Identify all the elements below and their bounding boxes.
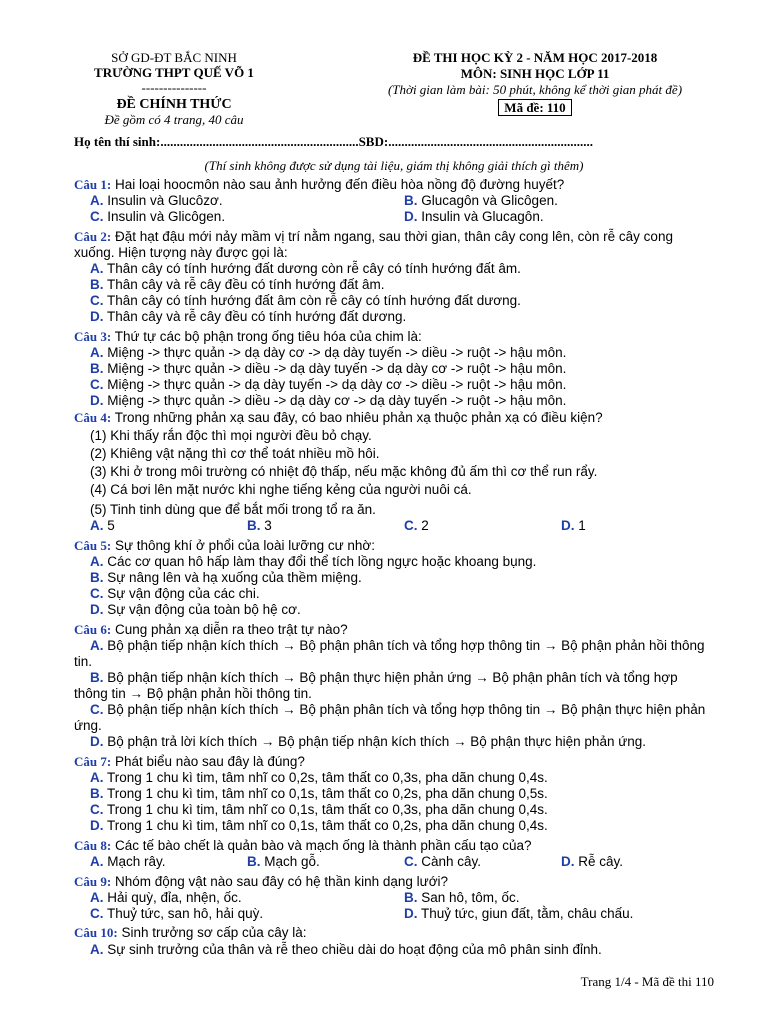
- question-text: Sinh trưởng sơ cấp của cây là:: [117, 925, 307, 940]
- statement-item: (1) Khi thấy rắn độc thì mọi người đều bỏ chạy.: [90, 428, 372, 443]
- option-letter: B.: [90, 277, 104, 292]
- option: [74, 638, 714, 670]
- option: [404, 193, 558, 209]
- option-text: Hải quỳ, đỉa, nhện, ốc.: [103, 890, 242, 905]
- option-letter: A.: [90, 261, 104, 276]
- question-text: Thứ tự các bộ phận trong ống tiêu hóa của chim là:: [111, 329, 422, 344]
- option-letter: D.: [90, 818, 104, 833]
- option-text: Thuỷ tức, giun đất, tằm, châu chấu.: [417, 906, 634, 921]
- option: [74, 702, 714, 734]
- option-letter: A.: [90, 890, 104, 905]
- official-label: ĐỀ CHÍNH THỨC: [116, 97, 232, 112]
- question-text: Cung phản xạ diễn ra theo trật tự nào?: [111, 622, 348, 637]
- option-letter: B.: [90, 786, 104, 801]
- option: [90, 393, 566, 409]
- option-letter: B.: [90, 570, 104, 585]
- option: [90, 554, 536, 570]
- option-text: Các cơ quan hô hấp làm thay đổi thể tích lồng ngực hoặc khoang bụng.: [103, 554, 537, 569]
- question-text: Phát biểu nào sau đây là đúng?: [111, 754, 305, 769]
- option-text: 2: [417, 518, 429, 533]
- option-letter: B.: [247, 518, 261, 533]
- option: [247, 854, 320, 870]
- option-letter: D.: [561, 518, 575, 533]
- option: [90, 818, 548, 834]
- option: [90, 309, 406, 325]
- school-name: TRƯỜNG THPT QUẾ VÕ 1: [94, 65, 254, 80]
- exam-title: ĐỀ THI HỌC KỲ 2 - NĂM HỌC 2017-2018: [412, 50, 658, 65]
- time-note: (Thời gian làm bài: 50 phút, không kể thời gian phát đề): [387, 82, 683, 97]
- option-letter: A.: [90, 638, 104, 653]
- option-text: Insulin và Glucôzơ.: [103, 193, 223, 208]
- option-letter: C.: [90, 802, 104, 817]
- question-3: [74, 329, 422, 345]
- option-letter: D.: [90, 734, 104, 749]
- question-number: Câu 7:: [74, 754, 112, 769]
- option: [90, 293, 521, 309]
- option-text: Glucagôn và Glicôgen.: [417, 193, 558, 208]
- option-text: 1: [574, 518, 586, 533]
- question-6: [74, 622, 348, 638]
- option: [404, 906, 633, 922]
- option: [90, 261, 521, 277]
- option-text: Sự sinh trưởng của thân và rễ theo chiều dài do hoạt động của mô phân sinh đỉnh.: [103, 942, 602, 957]
- statement-item: (4) Cá bơi lên mặt nước khi nghe tiếng kẻng của người nuôi cá.: [90, 482, 472, 497]
- option-text: Bộ phận trả lời kích thích → Bộ phận tiếp nhận kích thích → Bộ phận thực hiện phản ứng.: [103, 734, 647, 749]
- option-letter: D.: [404, 209, 418, 224]
- option-text: 5: [103, 518, 115, 533]
- question-text: Đặt hạt đậu mới nảy mầm vị trí nằm ngang, sau thời gian, thân cây cong lên, còn rễ cây cong xuống. Hiện tượng này được gọi là:: [74, 229, 673, 260]
- option-letter: C.: [90, 293, 104, 308]
- option-letter: A.: [90, 193, 104, 208]
- option-letter: C.: [404, 518, 418, 533]
- question-4: [74, 410, 603, 426]
- option: [90, 942, 602, 958]
- option-letter: A.: [90, 345, 104, 360]
- question-9: [74, 874, 448, 890]
- question-1: [74, 177, 564, 193]
- option: [404, 854, 481, 870]
- option-letter: C.: [90, 586, 104, 601]
- option: [74, 734, 714, 750]
- option-letter: B.: [90, 670, 104, 685]
- option-text: Bộ phận tiếp nhận kích thích → Bộ phận thực hiện phản ứng → Bộ phận phân tích và tổng hợp thông tin → Bộ phận phản hồi thông tin.: [74, 670, 678, 701]
- option: [90, 361, 566, 377]
- option: [247, 518, 272, 534]
- instruction-note: (Thí sinh không được sử dụng tài liệu, giám thị không giải thích gì thêm): [204, 158, 584, 173]
- question-text: Sự thông khí ở phổi của loài lưỡng cư nhờ:: [111, 538, 376, 553]
- question-number: Câu 5:: [74, 538, 112, 553]
- option: [90, 377, 566, 393]
- question-2: [74, 229, 714, 261]
- option-text: Sự vận động của các chi.: [103, 586, 260, 601]
- option-letter: B.: [404, 890, 418, 905]
- candidate-name-field: Họ tên thí sinh:.............................................................SBD:...............................................................: [74, 134, 593, 149]
- question-number: Câu 8:: [74, 838, 112, 853]
- department-name: SỞ GD-ĐT BẮC NINH: [111, 50, 237, 65]
- question-7: [74, 754, 305, 770]
- option: [404, 518, 429, 534]
- option-letter: C.: [90, 702, 104, 717]
- option-text: Mạch gỗ.: [260, 854, 320, 869]
- option-letter: D.: [90, 393, 104, 408]
- option: [404, 209, 544, 225]
- option: [90, 277, 385, 293]
- option-letter: B.: [404, 193, 418, 208]
- page-footer: Trang 1/4 - Mã đề thi 110: [580, 974, 714, 989]
- option-letter: D.: [404, 906, 418, 921]
- option-letter: A.: [90, 942, 104, 957]
- option: [90, 345, 566, 361]
- question-5: [74, 538, 375, 554]
- option-letter: A.: [90, 518, 104, 533]
- option-letter: A.: [90, 854, 104, 869]
- option: [404, 890, 520, 906]
- question-number: Câu 3:: [74, 329, 112, 344]
- option-letter: A.: [90, 770, 104, 785]
- option-text: Mạch rây.: [103, 854, 166, 869]
- option-text: Bộ phận tiếp nhận kích thích → Bộ phận phân tích và tổng hợp thông tin → Bộ phận phản hồi thông tin.: [74, 638, 705, 669]
- exam-code: Mã đề: 110: [498, 99, 571, 116]
- option-letter: D.: [90, 602, 104, 617]
- option: [90, 890, 242, 906]
- option: [90, 906, 263, 922]
- option-text: Rễ cây.: [574, 854, 624, 869]
- option-text: Trong 1 chu kì tim, tâm nhĩ co 0,2s, tâm thất co 0,3s, pha dãn chung 0,4s.: [103, 770, 548, 785]
- pages-note: Đề gồm có 4 trang, 40 câu: [104, 112, 244, 127]
- question-number: Câu 6:: [74, 622, 112, 637]
- option: [561, 518, 586, 534]
- option-letter: C.: [90, 209, 104, 224]
- option: [90, 602, 301, 618]
- question-number: Câu 10:: [74, 925, 118, 940]
- option-text: San hô, tôm, ốc.: [417, 890, 520, 905]
- option-text: Miệng -> thực quản -> dạ dày tuyến -> dạ dày cơ -> diều -> ruột -> hậu môn.: [103, 377, 567, 392]
- question-text: Nhóm động vật nào sau đây có hệ thần kinh dạng lưới?: [111, 874, 449, 889]
- option-text: Thân cây có tính hướng đất dương còn rễ cây có tính hướng đất âm.: [103, 261, 521, 276]
- option-text: Bộ phận tiếp nhận kích thích → Bộ phận phân tích và tổng hợp thông tin → Bộ phận thực hiện phản ứng.: [74, 702, 706, 733]
- option-text: Miệng -> thực quản -> diều -> dạ dày tuyến -> dạ dày cơ -> ruột -> hậu môn.: [103, 361, 567, 376]
- option-text: Thân cây và rễ cây đều có tính hướng đất dương.: [103, 309, 407, 324]
- option: [90, 570, 362, 586]
- question-number: Câu 9:: [74, 874, 112, 889]
- option-letter: A.: [90, 554, 104, 569]
- option-text: Sự vận động của toàn bộ hệ cơ.: [103, 602, 301, 617]
- option-letter: D.: [561, 854, 575, 869]
- option-text: 3: [260, 518, 272, 533]
- option-text: Trong 1 chu kì tim, tâm nhĩ co 0,1s, tâm thất co 0,2s, pha dãn chung 0,5s.: [103, 786, 548, 801]
- question-10: [74, 925, 307, 941]
- question-text: Trong những phản xạ sau đây, có bao nhiêu phản xạ thuộc phản xạ có điều kiện?: [111, 410, 603, 425]
- option: [74, 670, 714, 702]
- option-text: Insulin và Glucagôn.: [417, 209, 544, 224]
- option-text: Trong 1 chu kì tim, tâm nhĩ co 0,1s, tâm thất co 0,2s, pha dãn chung 0,4s.: [103, 818, 548, 833]
- question-number: Câu 4:: [74, 410, 112, 425]
- header-right: [350, 50, 720, 116]
- option-text: Thuỷ tức, san hô, hải quỳ.: [103, 906, 264, 921]
- header-left: [74, 50, 274, 127]
- option-text: Insulin và Glicôgen.: [103, 209, 226, 224]
- option-letter: C.: [90, 906, 104, 921]
- option-letter: D.: [90, 309, 104, 324]
- option-letter: C.: [90, 377, 104, 392]
- option: [90, 518, 115, 534]
- option-text: Sự nâng lên và hạ xuống của thềm miệng.: [103, 570, 362, 585]
- option: [90, 209, 225, 225]
- option-text: Miệng -> thực quản -> diều -> dạ dày cơ -> dạ dày tuyến -> ruột -> hậu môn.: [103, 393, 567, 408]
- subject-title: MÔN: SINH HỌC LỚP 11: [460, 66, 610, 81]
- option: [90, 193, 223, 209]
- option-text: Trong 1 chu kì tim, tâm nhĩ co 0,1s, tâm thất co 0,3s, pha dãn chung 0,4s.: [103, 802, 548, 817]
- statement-item: (5) Tinh tinh dùng que để bắt mối trong tổ ra ăn.: [90, 502, 376, 517]
- question-number: Câu 1:: [74, 177, 112, 192]
- option: [90, 802, 548, 818]
- option-text: Thân cây và rễ cây đều có tính hướng đất âm.: [103, 277, 385, 292]
- option-letter: C.: [404, 854, 418, 869]
- header-divider: ---------------: [141, 80, 207, 95]
- option-letter: B.: [247, 854, 261, 869]
- option-letter: B.: [90, 361, 104, 376]
- option-text: Thân cây có tính hướng đất âm còn rễ cây có tính hướng đất dương.: [103, 293, 521, 308]
- option: [561, 854, 623, 870]
- question-8: [74, 838, 532, 854]
- statement-item: (3) Khi ở trong môi trường có nhiệt độ thấp, nếu mặc không đủ ấm thì cơ thể run rẩy.: [90, 464, 598, 479]
- option-text: Cành cây.: [417, 854, 482, 869]
- question-number: Câu 2:: [74, 229, 112, 244]
- option: [90, 854, 166, 870]
- option: [90, 770, 548, 786]
- question-text: Các tế bào chết là quản bào và mạch ống là thành phần cấu tạo của?: [111, 838, 532, 853]
- option: [90, 786, 548, 802]
- statement-item: (2) Khiêng vật nặng thì cơ thể toát nhiều mồ hôi.: [90, 446, 380, 461]
- option: [90, 586, 260, 602]
- option-text: Miệng -> thực quản -> dạ dày cơ -> dạ dày tuyến -> diều -> ruột -> hậu môn.: [103, 345, 567, 360]
- question-text: Hai loại hoocmôn nào sau ảnh hưởng đến điều hòa nồng độ đường huyết?: [111, 177, 565, 192]
